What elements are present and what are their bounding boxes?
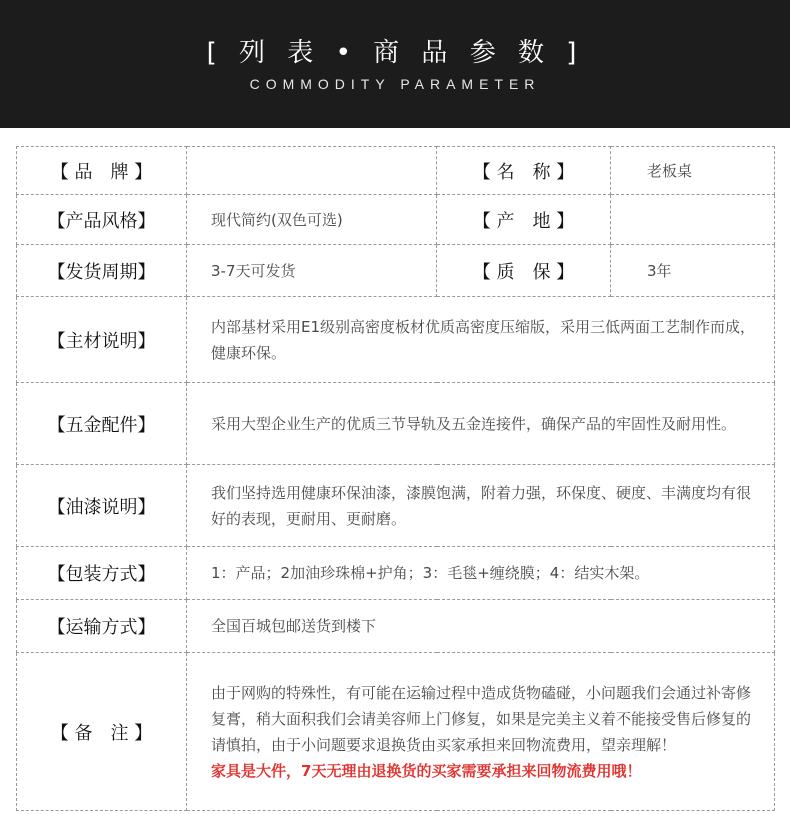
hardware-value: 采用大型企业生产的优质三节导轨及五金连接件，确保产品的牢固性及耐用性。 [187, 383, 775, 465]
origin-label: 【 产 地 】 [437, 195, 611, 245]
delivery-value: 3-7天可发货 [187, 245, 437, 297]
parameter-table-wrap [16, 146, 774, 812]
table-row [17, 245, 775, 297]
notes-value: 由于网购的特殊性，有可能在运输过程中造成货物磕碰，小问题我们会通过补寄修复膏，稍大面积我们会请美容师上门修复，如果是完美主义着不能接受售后修复的请慎拍，由于小问题要求退换货由买家承担来回物流费用，望亲理解！ [211, 683, 752, 754]
page-title: [ 列 表 • 商 品 参 数 ] [206, 38, 584, 68]
origin-value [611, 195, 775, 245]
notes-label: 【 备 注 】 [17, 653, 187, 811]
name-value: 老板桌 [611, 147, 775, 195]
notes-warning: 家具是大件，7天无理由退换货的买家需要承担来回物流费用哦！ [211, 761, 642, 780]
warranty-value: 3年 [611, 245, 775, 297]
page-subtitle: COMMODITY PARAMETER [249, 76, 541, 92]
notes-cell [187, 653, 775, 811]
table-row [17, 297, 775, 383]
packaging-value: 1：产品；2加油珍珠棉+护角；3：毛毯+缠绕膜；4：结实木架。 [187, 547, 775, 600]
material-value: 内部基材采用E1级别高密度板材优质高密度压缩版，采用三低两面工艺制作而成，健康环保。 [187, 297, 775, 383]
table-row [17, 547, 775, 600]
warranty-label: 【 质 保 】 [437, 245, 611, 297]
parameter-table [16, 146, 775, 811]
delivery-label: 【发货周期】 [17, 245, 187, 297]
table-row [17, 465, 775, 547]
hardware-label: 【五金配件】 [17, 383, 187, 465]
style-label: 【产品风格】 [17, 195, 187, 245]
shipping-value: 全国百城包邮送货到楼下 [187, 600, 775, 653]
brand-value [187, 147, 437, 195]
style-value: 现代简约(双色可选) [187, 195, 437, 245]
brand-label: 【 品 牌 】 [17, 147, 187, 195]
table-row [17, 147, 775, 195]
packaging-label: 【包装方式】 [17, 547, 187, 600]
table-row [17, 600, 775, 653]
material-label: 【主材说明】 [17, 297, 187, 383]
paint-value: 我们坚持选用健康环保油漆，漆膜饱满，附着力强，环保度、硬度、丰满度均有很好的表现，更耐用、更耐磨。 [187, 465, 775, 547]
paint-label: 【油漆说明】 [17, 465, 187, 547]
table-row [17, 653, 775, 811]
shipping-label: 【运输方式】 [17, 600, 187, 653]
header-banner [0, 0, 790, 128]
name-label: 【 名 称 】 [437, 147, 611, 195]
table-row [17, 383, 775, 465]
table-row [17, 195, 775, 245]
